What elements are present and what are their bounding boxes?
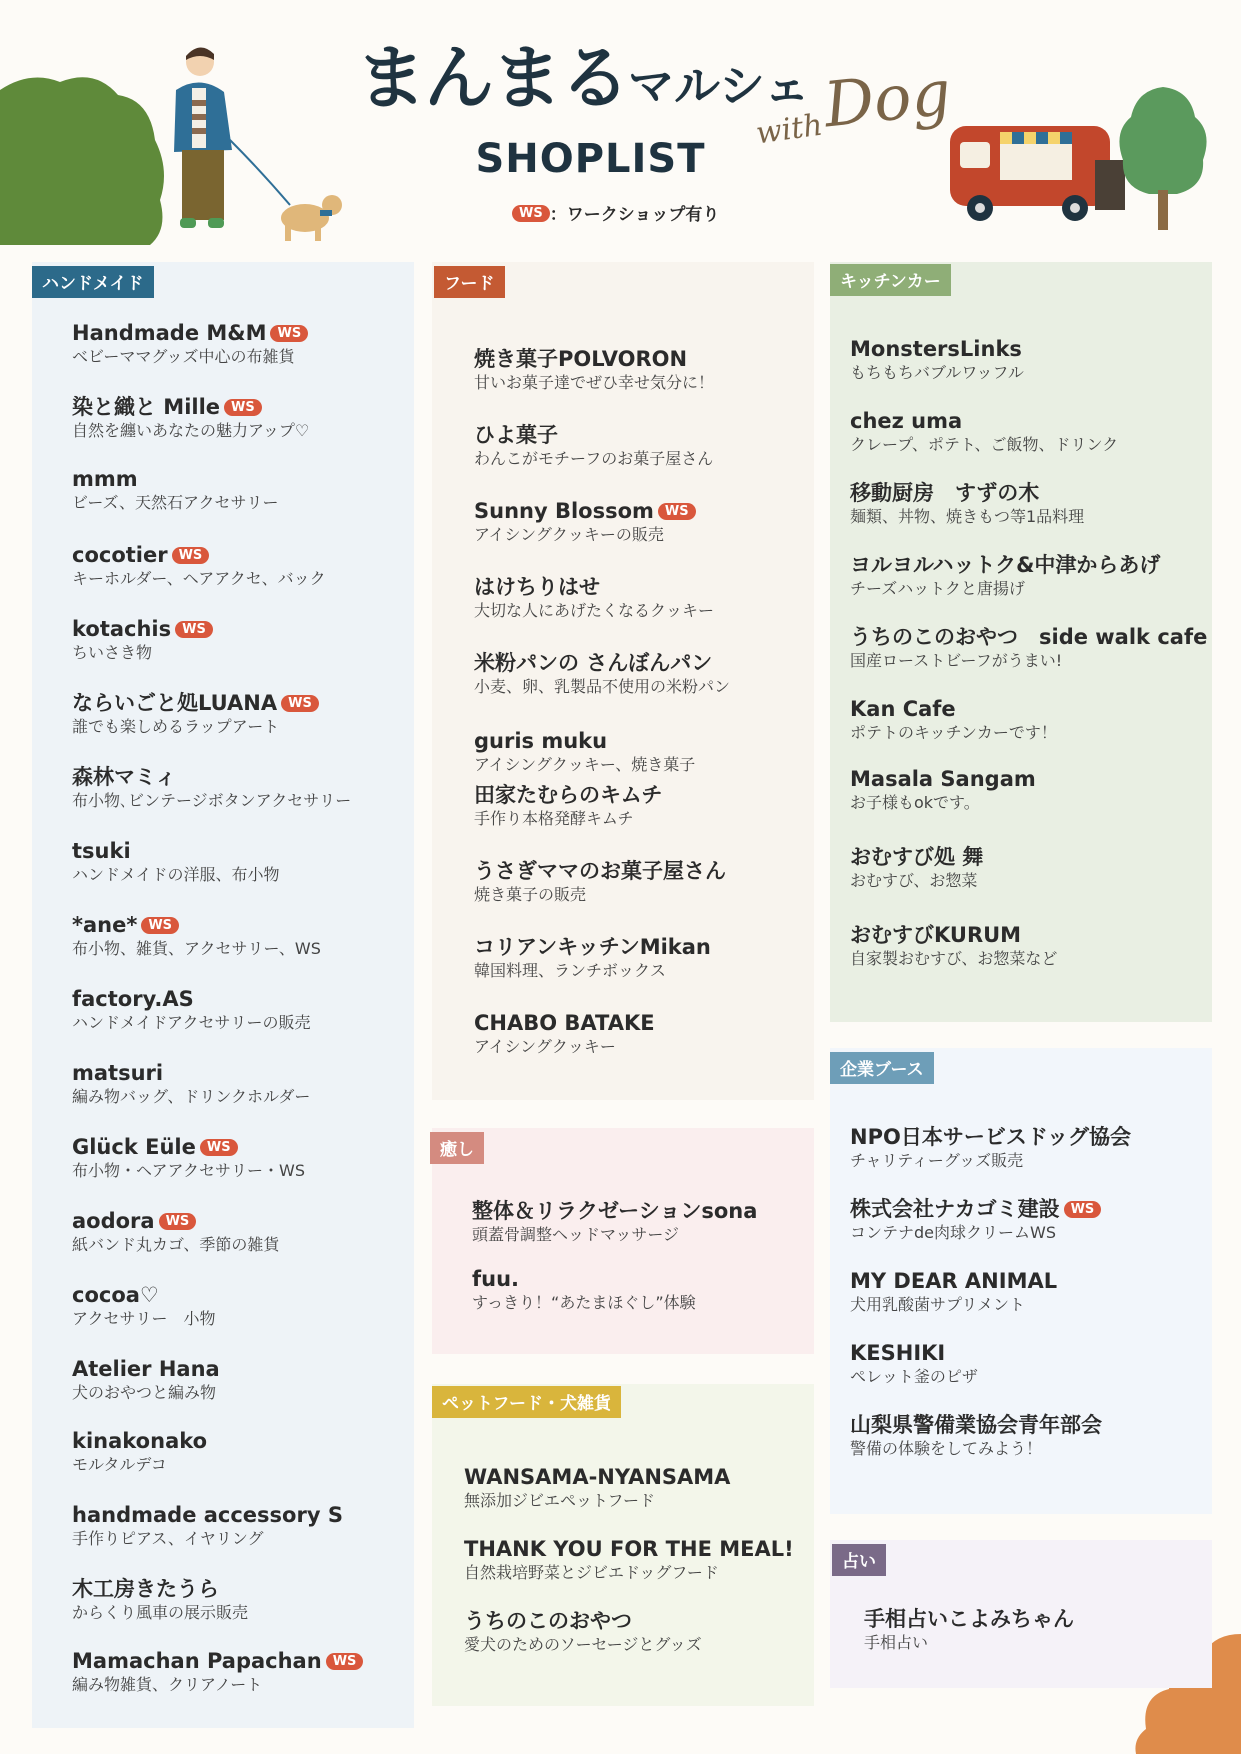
shop-description: 編み物バッグ、ドリンクホルダー bbox=[72, 1087, 311, 1106]
shop-entry bbox=[72, 1576, 248, 1624]
shop-name: 森林マミィ bbox=[72, 765, 177, 789]
shop-name: 整体＆リラクゼーションsona bbox=[472, 1199, 758, 1223]
shop-name: Sunny Blossom WS bbox=[474, 498, 696, 524]
title-with-text: with bbox=[753, 107, 825, 152]
shop-description: 布小物・ヘアアクセサリー・WS bbox=[72, 1161, 306, 1180]
shop-entry bbox=[850, 624, 1207, 672]
shop-name: matsuri bbox=[72, 1061, 164, 1085]
shop-name: handmade accessory S bbox=[72, 1503, 343, 1527]
shop-name: はけちりはせ bbox=[474, 575, 600, 599]
shop-description: 自然栽培野菜とジビエドッグフード bbox=[464, 1563, 719, 1582]
ws-badge: WS bbox=[658, 503, 696, 520]
shop-name: うちのこのおやつ side walk cafe bbox=[850, 625, 1208, 649]
shop-description: 手作り本格発酵キムチ bbox=[474, 809, 634, 828]
shop-entry bbox=[72, 1428, 207, 1476]
ws-badge: WS bbox=[159, 1213, 197, 1230]
ws-badge: WS bbox=[281, 695, 319, 712]
shop-description: 焼き菓子の販売 bbox=[474, 885, 587, 904]
shop-entry bbox=[72, 690, 319, 738]
shop-name: aodora WS bbox=[72, 1208, 279, 1234]
shop-name: 木工房きたうら bbox=[72, 1577, 219, 1601]
shop-description: アイシングクッキーの販売 bbox=[474, 525, 664, 544]
shop-description: おむすび、お惣菜 bbox=[850, 871, 978, 890]
ws-badge: WS bbox=[512, 205, 550, 222]
shop-entry bbox=[72, 1060, 310, 1108]
shop-entry bbox=[472, 1198, 757, 1246]
shop-name: うさぎママのお菓子屋さん bbox=[474, 859, 726, 883]
shop-name: cocotier WS bbox=[72, 542, 326, 568]
shop-description: 紙バンド丸カゴ、季節の雑貨 bbox=[72, 1235, 280, 1254]
shop-description: キーホルダー、ヘアアクセ、バック bbox=[72, 569, 326, 588]
shop-entry bbox=[72, 1356, 220, 1404]
shop-entry bbox=[464, 1536, 794, 1584]
shop-entry bbox=[850, 766, 1036, 814]
shop-name: Atelier Hana bbox=[72, 1357, 220, 1381]
shop-name: *ane* WS bbox=[72, 912, 321, 938]
shop-name: tsuki bbox=[72, 839, 131, 863]
shop-name: おむすびKURUM bbox=[850, 923, 1022, 947]
shop-name: Mamachan Papachan WS bbox=[72, 1648, 363, 1674]
shop-description: 大切な人にあげたくなるクッキー bbox=[474, 601, 715, 620]
shop-name: mmm bbox=[72, 467, 138, 491]
shop-name: 移動厨房 すずの木 bbox=[850, 481, 1040, 505]
shop-description: コンテナde肉球クリームWS bbox=[850, 1223, 1056, 1242]
shop-name: WANSAMA-NYANSAMA bbox=[464, 1465, 731, 1489]
shop-entry bbox=[474, 346, 714, 394]
shop-entry bbox=[850, 844, 983, 892]
shop-entry bbox=[850, 1412, 1102, 1460]
shop-description: 手作りピアス、イヤリング bbox=[72, 1529, 264, 1548]
shop-name: ヨルヨルハットク&中津からあげ bbox=[850, 553, 1161, 577]
shop-entry bbox=[464, 1464, 730, 1512]
shop-name: 焼き菓子POLVORON bbox=[474, 347, 688, 371]
shop-name: Handmade M&M WS bbox=[72, 320, 308, 346]
ws-badge: WS bbox=[141, 917, 179, 934]
shop-name: cocoa♡ bbox=[72, 1283, 159, 1307]
shop-description: 無添加ジビエペットフード bbox=[464, 1491, 656, 1510]
shop-entry bbox=[72, 1502, 343, 1550]
shop-name: kotachis WS bbox=[72, 616, 213, 642]
shop-name: 米粉パンの さんぼんパン bbox=[474, 651, 713, 675]
shop-description: 自然を纏いあなたの魅力アップ♡ bbox=[72, 421, 310, 440]
shop-entry bbox=[72, 1208, 279, 1256]
shop-entry bbox=[472, 1266, 696, 1314]
shop-description: アクセサリー 小物 bbox=[72, 1309, 216, 1328]
shop-entry bbox=[850, 552, 1160, 600]
shop-description: チャリティーグッズ販売 bbox=[850, 1151, 1024, 1170]
shop-description: 警備の体験をしてみよう！ bbox=[850, 1439, 1043, 1458]
ws-badge: WS bbox=[1064, 1201, 1102, 1218]
shop-name: kinakonako bbox=[72, 1429, 208, 1453]
shop-description: 犬用乳酸菌サプリメント bbox=[850, 1295, 1026, 1314]
shop-name: 手相占いこよみちゃん bbox=[864, 1607, 1074, 1631]
shop-entry bbox=[864, 1606, 1074, 1654]
shop-description: 小麦、卵、乳製品不使用の米粉パン bbox=[474, 677, 731, 696]
shop-entry bbox=[850, 696, 1057, 744]
shop-name: ならいごと処LUANA WS bbox=[72, 690, 319, 716]
shop-description: 布小物、雑貨、アクセサリー、WS bbox=[72, 939, 321, 958]
ws-badge: WS bbox=[270, 325, 308, 342]
shop-name: Masala Sangam bbox=[850, 767, 1036, 791]
shop-entry bbox=[474, 422, 713, 470]
shop-entry bbox=[850, 1268, 1057, 1316]
shop-name: ひよ菓子 bbox=[474, 423, 558, 447]
shop-description: ポテトのキッチンカーです！ bbox=[850, 723, 1057, 742]
shop-name: 染と織と Mille WS bbox=[72, 394, 309, 420]
shop-name: Glück Eüle WS bbox=[72, 1134, 305, 1160]
shop-name: うちのこのおやつ bbox=[464, 1609, 632, 1633]
shop-entry bbox=[474, 858, 726, 906]
shop-description: アイシングクッキー bbox=[474, 1037, 616, 1056]
shop-name: guris muku bbox=[474, 729, 608, 753]
shop-entry bbox=[474, 782, 662, 830]
shop-entry bbox=[72, 912, 321, 960]
shop-description: ハンドメイドアクセサリーの販売 bbox=[72, 1013, 311, 1032]
shop-description: ペレット釜のピザ bbox=[850, 1367, 978, 1386]
shop-description: ビーズ、天然石アクセサリー bbox=[72, 493, 279, 512]
shop-entry bbox=[850, 1340, 978, 1388]
shop-description: ハンドメイドの洋服、布小物 bbox=[72, 865, 280, 884]
shop-description: 甘いお菓子達でぜひ幸せ気分に！ bbox=[474, 373, 715, 392]
shop-entry bbox=[850, 922, 1057, 970]
category-tag-kitchen: キッチンカー bbox=[830, 264, 951, 296]
shop-description: 誰でも楽しめるラップアート bbox=[72, 717, 280, 736]
shop-description: 韓国料理、ランチボックス bbox=[474, 961, 666, 980]
shop-entry bbox=[474, 1010, 655, 1058]
shop-entry bbox=[850, 1124, 1131, 1172]
shop-description: 犬のおやつと編み物 bbox=[72, 1383, 217, 1402]
shop-entry bbox=[850, 1196, 1101, 1244]
category-tag-fortune: 占い bbox=[832, 1544, 886, 1576]
shop-name: 山梨県警備業協会青年部会 bbox=[850, 1413, 1102, 1437]
event-title: まんまるマルシェ bbox=[356, 37, 810, 119]
shop-description: 頭蓋骨調整ヘッドマッサージ bbox=[472, 1225, 680, 1244]
shop-name: CHABO BATAKE bbox=[474, 1011, 655, 1035]
ws-badge: WS bbox=[200, 1139, 238, 1156]
shop-entry bbox=[72, 1134, 305, 1182]
shop-entry bbox=[850, 336, 1024, 384]
shop-name: chez uma bbox=[850, 409, 963, 433]
event-title-sub: マルシェ bbox=[628, 59, 810, 113]
shop-entry bbox=[72, 764, 351, 812]
shop-name: fuu. bbox=[472, 1267, 520, 1291]
shop-name: Kan Cafe bbox=[850, 697, 956, 721]
shop-entry bbox=[850, 408, 1118, 456]
shop-entry bbox=[72, 320, 308, 368]
shop-description: 国産ローストビーフがうまい! bbox=[850, 651, 1063, 670]
shop-description: 手相占い bbox=[864, 1633, 929, 1652]
shop-entry bbox=[464, 1608, 702, 1656]
shop-entry bbox=[474, 728, 695, 776]
shop-entry bbox=[72, 1282, 216, 1330]
shop-name: MonstersLinks bbox=[850, 337, 1022, 361]
shop-name: factory.AS bbox=[72, 987, 194, 1011]
shop-entry bbox=[850, 480, 1084, 528]
shop-name: 株式会社ナカゴミ建設 WS bbox=[850, 1196, 1101, 1222]
shop-description: 編み物雑貨、クリアノート bbox=[72, 1675, 263, 1694]
shop-description: ベビーママグッズ中心の布雑貨 bbox=[72, 347, 295, 366]
shop-description: チーズハットクと唐揚げ bbox=[850, 579, 1025, 598]
shop-description: 麺類、丼物、焼きもつ等1品料理 bbox=[850, 507, 1085, 526]
shop-description: からくり風車の展示販売 bbox=[72, 1603, 249, 1622]
shop-description: ちいさき物 bbox=[72, 643, 153, 662]
category-tag-healing: 癒し bbox=[430, 1132, 484, 1164]
shop-description: 布小物､ビンテージボタンアクセサリー bbox=[72, 791, 352, 810]
title-dog-text: Dog bbox=[820, 55, 955, 142]
ws-badge: WS bbox=[224, 399, 262, 416]
shop-entry bbox=[72, 838, 280, 886]
shop-description: 愛犬のためのソーセージとグッズ bbox=[464, 1635, 702, 1654]
ws-legend bbox=[508, 200, 719, 225]
shoplist-heading: SHOPLIST bbox=[475, 136, 706, 182]
ws-badge: WS bbox=[326, 1653, 364, 1670]
shop-entry bbox=[72, 466, 279, 514]
shop-entry bbox=[72, 542, 326, 590]
category-tag-food: フード bbox=[434, 266, 505, 298]
ws-badge: WS bbox=[172, 547, 210, 564]
shop-entry bbox=[474, 650, 730, 698]
shop-description: お子様もokです。 bbox=[850, 793, 980, 812]
shop-entry bbox=[474, 934, 711, 982]
shop-name: NPO日本サービスドッグ協会 bbox=[850, 1125, 1131, 1149]
category-tag-handmade: ハンドメイド bbox=[32, 266, 154, 298]
shop-name: THANK YOU FOR THE MEAL! bbox=[464, 1537, 794, 1561]
shop-name: MY DEAR ANIMAL bbox=[850, 1269, 1058, 1293]
shop-entry bbox=[474, 574, 714, 622]
shop-entry bbox=[474, 498, 696, 546]
shop-entry bbox=[72, 394, 309, 442]
shop-name: コリアンキッチンMikan bbox=[474, 935, 711, 959]
shop-description: クレープ、ポテト、ご飯物、ドリンク bbox=[850, 435, 1119, 454]
shop-name: KESHIKI bbox=[850, 1341, 946, 1365]
shop-name: おむすび処 舞 bbox=[850, 845, 984, 869]
ws-badge: WS bbox=[175, 621, 213, 638]
shop-description: モルタルデコ bbox=[72, 1455, 167, 1474]
shop-description: すっきり！“あたまほぐし”体験 bbox=[472, 1293, 696, 1312]
shop-entry bbox=[72, 1648, 363, 1696]
shop-entry bbox=[72, 616, 213, 664]
ws-legend-text: ：ワークショップ有り bbox=[549, 205, 720, 225]
shop-description: もちもちバブルワッフル bbox=[850, 363, 1024, 382]
shop-description: アイシングクッキー、焼き菓子 bbox=[474, 755, 696, 774]
shop-name: 田家たむらのキムチ bbox=[474, 783, 663, 807]
shop-entry bbox=[72, 986, 311, 1034]
shop-description: 自家製おむすび、お惣菜など bbox=[850, 949, 1058, 968]
category-tag-corporate: 企業ブース bbox=[830, 1052, 934, 1084]
category-tag-petfood: ペットフード・犬雑貨 bbox=[432, 1386, 621, 1418]
shop-description: わんこがモチーフのお菓子屋さん bbox=[474, 449, 714, 468]
